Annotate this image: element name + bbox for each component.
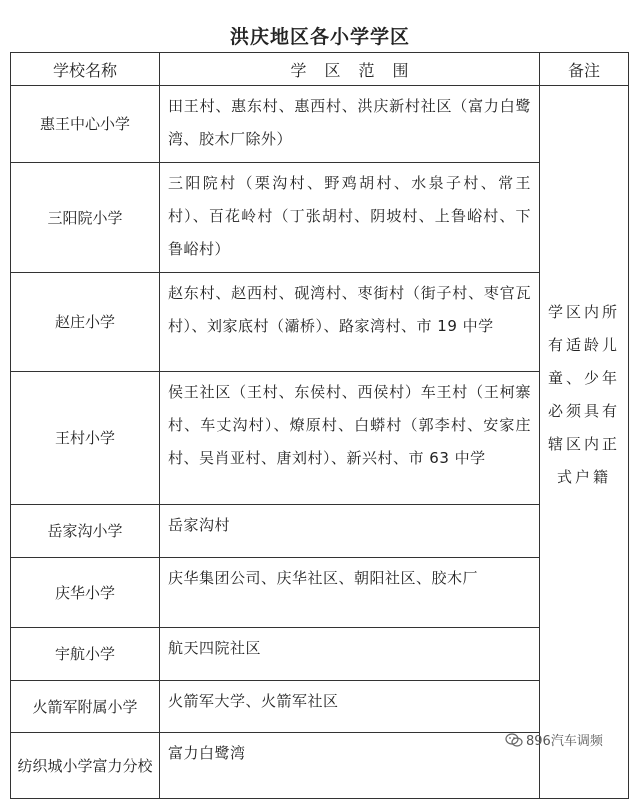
school-name: 赵庄小学 [11,273,160,372]
page-title: 洪庆地区各小学学区 [229,26,410,48]
table-row [11,681,629,733]
school-name: 宇航小学 [11,628,160,681]
district-scope: 赵东村、赵西村、砚湾村、枣街村（街子村、枣官瓦村）、刘家底村（灞桥）、路家湾村、市 19 中学 [160,273,540,372]
school-district-table [10,52,629,799]
district-scope: 三阳院村（栗沟村、野鸡胡村、水泉子村、常王村）、百花岭村（丁张胡村、阴坡村、上鲁峪村、下鲁峪村） [160,163,540,273]
watermark-text: 896汽车调频 [526,734,603,749]
school-name: 岳家沟小学 [11,505,160,558]
school-name: 火箭军附属小学 [11,681,160,733]
district-scope: 侯王社区（王村、东侯村、西侯村）车王村（王柯寨村、车丈沟村）、燎原村、白蟒村（郭李村、安家庄村、吴肖亚村、唐刘村）、新兴村、市 63 中学 [160,372,540,505]
table-row [11,505,629,558]
table-row [11,558,629,628]
header-scope: 学区范围 [160,53,540,86]
district-scope: 航天四院社区 [160,628,540,681]
table-row [11,86,629,163]
district-scope: 富力白鹭湾 [160,733,540,799]
district-scope: 庆华集团公司、庆华社区、朝阳社区、胶木厂 [160,558,540,628]
table-header-row [11,53,629,86]
table-row [11,163,629,273]
school-name: 纺织城小学富力分校 [11,733,160,799]
wechat-icon [505,731,523,749]
district-scope: 岳家沟村 [160,505,540,558]
school-name: 庆华小学 [11,558,160,628]
table-row [11,372,629,505]
school-name: 惠王中心小学 [11,86,160,163]
table-row [11,273,629,372]
district-scope: 火箭军大学、火箭军社区 [160,681,540,733]
watermark [505,730,603,749]
header-note: 备注 [540,53,629,86]
header-school: 学校名称 [11,53,160,86]
district-scope: 田王村、惠东村、惠西村、洪庆新村社区（富力白鹭湾、胶木厂除外） [160,86,540,163]
school-name: 三阳院小学 [11,163,160,273]
school-name: 王村小学 [11,372,160,505]
note-cell: 学区内所有适龄儿童、少年必须具有辖区内正式户籍 [540,86,629,799]
table-row [11,628,629,681]
